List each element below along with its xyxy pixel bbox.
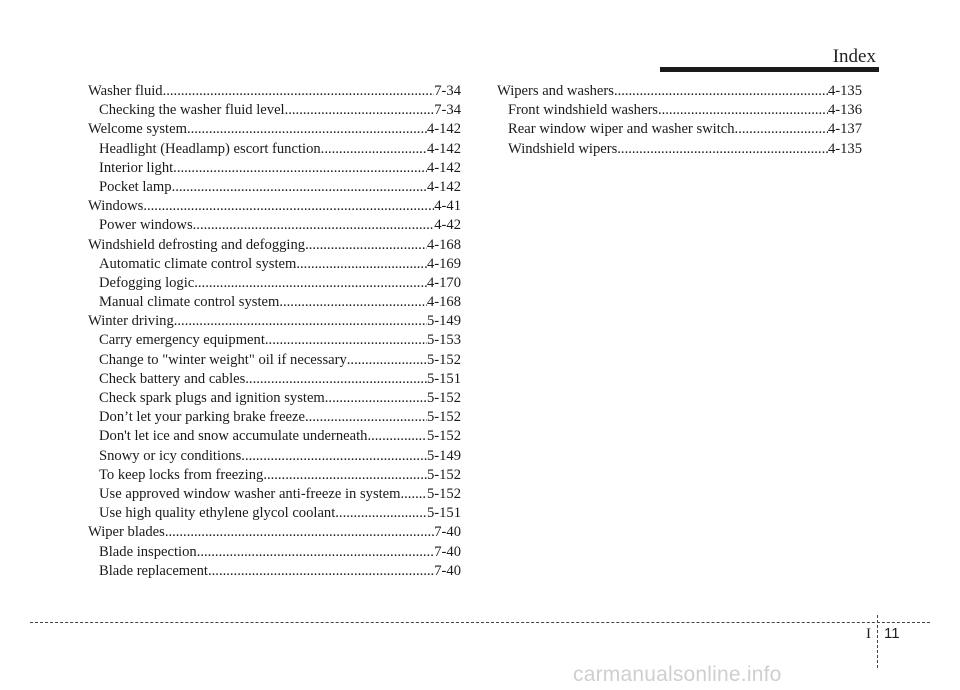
entry-text: Don’t let your parking brake freeze (99, 409, 305, 426)
dot-leader (194, 274, 427, 293)
dot-leader (172, 178, 427, 197)
entry-text: Windshield defrosting and defogging (88, 236, 306, 253)
entry-page-ref: 4-169 (426, 255, 461, 272)
dot-leader (735, 120, 828, 139)
page-number: 11 (884, 625, 900, 642)
entry-text: Checking the washer fluid level (99, 102, 285, 119)
dot-leader (163, 82, 435, 101)
entry-text: Interior light (99, 159, 174, 176)
index-subentry (497, 101, 862, 120)
entry-text: Pocket lamp (99, 178, 172, 195)
entry-text: Change to "winter weight" oil if necessary (99, 351, 347, 368)
index-subentry (88, 427, 461, 446)
index-subentry (88, 331, 461, 350)
entry-page-ref: 4-42 (434, 217, 461, 234)
index-subentry (88, 255, 461, 274)
dot-leader (285, 101, 435, 120)
entry-text: Wiper blades (88, 524, 165, 541)
index-entry (88, 197, 461, 216)
index-subentry (88, 485, 461, 504)
entry-text: Check battery and cables (99, 370, 246, 387)
entry-page-ref: 4-168 (426, 236, 461, 253)
entry-text: Windshield wipers (508, 140, 618, 157)
index-subentry (88, 389, 461, 408)
dot-leader (263, 466, 427, 485)
entry-page-ref: 5-153 (426, 332, 461, 349)
entry-text: Blade replacement (99, 562, 208, 579)
entry-text: Snowy or icy conditions (99, 447, 242, 464)
entry-page-ref: 7-34 (434, 83, 461, 99)
index-subentry (88, 274, 461, 293)
entry-page-ref: 4-135 (827, 140, 862, 157)
entry-page-ref: 5-152 (426, 390, 461, 406)
dot-leader (279, 293, 427, 312)
dot-leader (173, 159, 427, 178)
index-subentry (88, 543, 461, 562)
dot-leader (404, 485, 427, 504)
index-subentry (88, 293, 461, 312)
entry-page-ref: 5-149 (426, 313, 461, 330)
entry-text: Blade inspection (99, 543, 197, 560)
entry-page-ref: 7-40 (434, 543, 461, 560)
index-entry (88, 82, 461, 101)
dot-leader (325, 389, 427, 408)
dot-leader (193, 216, 435, 235)
dot-leader (321, 140, 427, 159)
index-subentry (88, 447, 461, 466)
entry-text: Headlight (Headlamp) escort function (99, 140, 321, 157)
entry-page-ref: 5-151 (426, 370, 461, 387)
entry-text: Manual climate control system (99, 294, 280, 311)
entry-text: Front windshield washers (508, 102, 658, 119)
entry-page-ref: 7-40 (434, 562, 461, 579)
index-entry (88, 120, 461, 139)
entry-text: Automatic climate control system (99, 255, 297, 272)
dot-leader (614, 82, 828, 101)
entry-text: Use high quality ethylene glycol coolant (99, 505, 336, 522)
entry-text: Washer fluid (88, 83, 163, 99)
index-subentry (88, 140, 461, 159)
entry-page-ref: 5-149 (426, 447, 461, 464)
index-column-right (497, 82, 862, 159)
dot-leader (335, 504, 427, 523)
dot-leader (296, 255, 427, 274)
entry-page-ref: 4-170 (426, 274, 461, 291)
entry-page-ref: 4-136 (827, 102, 862, 119)
entry-text: Winter driving (88, 313, 174, 330)
index-subentry (88, 466, 461, 485)
entry-page-ref: 4-137 (827, 121, 862, 138)
dot-leader (245, 370, 427, 389)
dot-leader (197, 543, 435, 562)
dot-leader (265, 331, 427, 350)
dot-leader (305, 408, 427, 427)
dot-leader (367, 427, 426, 446)
entry-text: Rear window wiper and washer switch (508, 121, 735, 138)
entry-page-ref: 4-41 (434, 198, 461, 215)
entry-page-ref: 5-151 (426, 505, 461, 522)
footer-vertical-divider (877, 615, 878, 668)
entry-page-ref: 4-142 (426, 121, 461, 138)
index-subentry (88, 216, 461, 235)
index-entry (88, 523, 461, 542)
entry-text: Windows (88, 198, 144, 215)
index-subentry (88, 504, 461, 523)
header-bar (660, 67, 879, 72)
dot-leader (187, 120, 427, 139)
entry-page-ref: 5-152 (426, 485, 461, 502)
entry-text: Check spark plugs and ignition system (99, 390, 325, 406)
entry-page-ref: 7-40 (434, 524, 461, 541)
entry-page-ref: 5-152 (426, 466, 461, 483)
index-entry (88, 312, 461, 331)
index-title: Index (832, 46, 876, 67)
dot-leader (165, 523, 434, 542)
entry-page-ref: 4-135 (827, 83, 862, 99)
entry-page-ref: 4-142 (426, 159, 461, 176)
index-subentry (497, 140, 862, 159)
entry-page-ref: 5-152 (426, 351, 461, 368)
index-subentry (88, 178, 461, 197)
dot-leader (347, 351, 427, 370)
entry-text: Wipers and washers (497, 83, 614, 99)
entry-page-ref: 5-152 (426, 409, 461, 426)
entry-text: Don't let ice and snow accumulate underneath (99, 428, 368, 445)
dot-leader (617, 140, 828, 159)
entry-text: Carry emergency equipment (99, 332, 265, 349)
entry-page-ref: 4-142 (426, 178, 461, 195)
index-subentry (497, 120, 862, 139)
entry-text: To keep locks from freezing (99, 466, 264, 483)
index-entry (88, 236, 461, 255)
index-subentry (88, 370, 461, 389)
dot-leader (241, 447, 427, 466)
footer-divider (30, 622, 930, 623)
entry-text: Power windows (99, 217, 193, 234)
index-subentry (88, 351, 461, 370)
dot-leader (143, 197, 434, 216)
dot-leader (305, 236, 427, 255)
watermark: carmanualsonline.info (573, 663, 782, 686)
index-subentry (88, 408, 461, 427)
index-subentry (88, 101, 461, 120)
dot-leader (658, 101, 828, 120)
index-column-left (88, 82, 461, 581)
entry-text: Defogging logic (99, 274, 195, 291)
index-subentry (88, 562, 461, 581)
dot-leader (208, 562, 434, 581)
dot-leader (174, 312, 427, 331)
entry-page-ref: 4-142 (426, 140, 461, 157)
index-subentry (88, 159, 461, 178)
entry-page-ref: 5-152 (426, 428, 461, 445)
index-entry (497, 82, 862, 101)
entry-text: Use approved window washer anti-freeze in system. (99, 485, 405, 502)
entry-page-ref: 4-168 (426, 294, 461, 311)
section-letter: I (866, 626, 871, 642)
entry-page-ref: 7-34 (434, 102, 461, 119)
entry-text: Welcome system (88, 121, 187, 138)
